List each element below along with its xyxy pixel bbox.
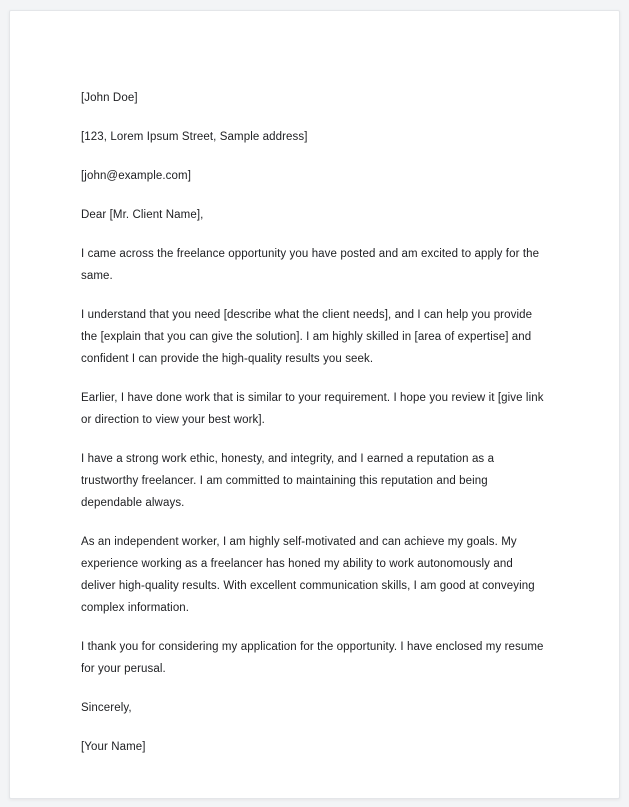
letter-body <box>81 87 547 758</box>
body-paragraph: I understand that you need [describe what the client needs], and I can help you provide the [explain that you can give the solution]. I am highly skilled in [area of expertise] and confident I can provide the high-quality results you seek. <box>81 309 533 365</box>
sender-email-line: [john@example.com] <box>81 170 191 182</box>
sender-name-line: [John Doe] <box>81 92 138 104</box>
body-paragraph: I came across the freelance opportunity you have posted and am excited to apply for the same. <box>81 248 540 282</box>
body-paragraph: I have a strong work ethic, honesty, and integrity, and I earned a reputation as a trustworthy freelancer. I am committed to maintaining this reputation and being dependable always. <box>81 453 495 509</box>
signature-line: [Your Name] <box>81 741 146 753</box>
body-paragraph: Earlier, I have done work that is similar to your requirement. I hope you review it [give link or direction to view your best work]. <box>81 392 544 426</box>
sender-address-line: [123, Lorem Ipsum Street, Sample address] <box>81 131 308 143</box>
body-paragraph: As an independent worker, I am highly self-motivated and can achieve my goals. My experience working as a freelancer has honed my ability to work autonomously and deliver high-quality results. With excellent communication skills, I am good at conveying complex information. <box>81 536 535 614</box>
body-paragraph: I thank you for considering my application for the opportunity. I have enclosed my resume for your perusal. <box>81 641 544 675</box>
letter-sheet <box>9 10 620 799</box>
closing-line: Sincerely, <box>81 702 132 714</box>
salutation-line: Dear [Mr. Client Name], <box>81 209 204 221</box>
